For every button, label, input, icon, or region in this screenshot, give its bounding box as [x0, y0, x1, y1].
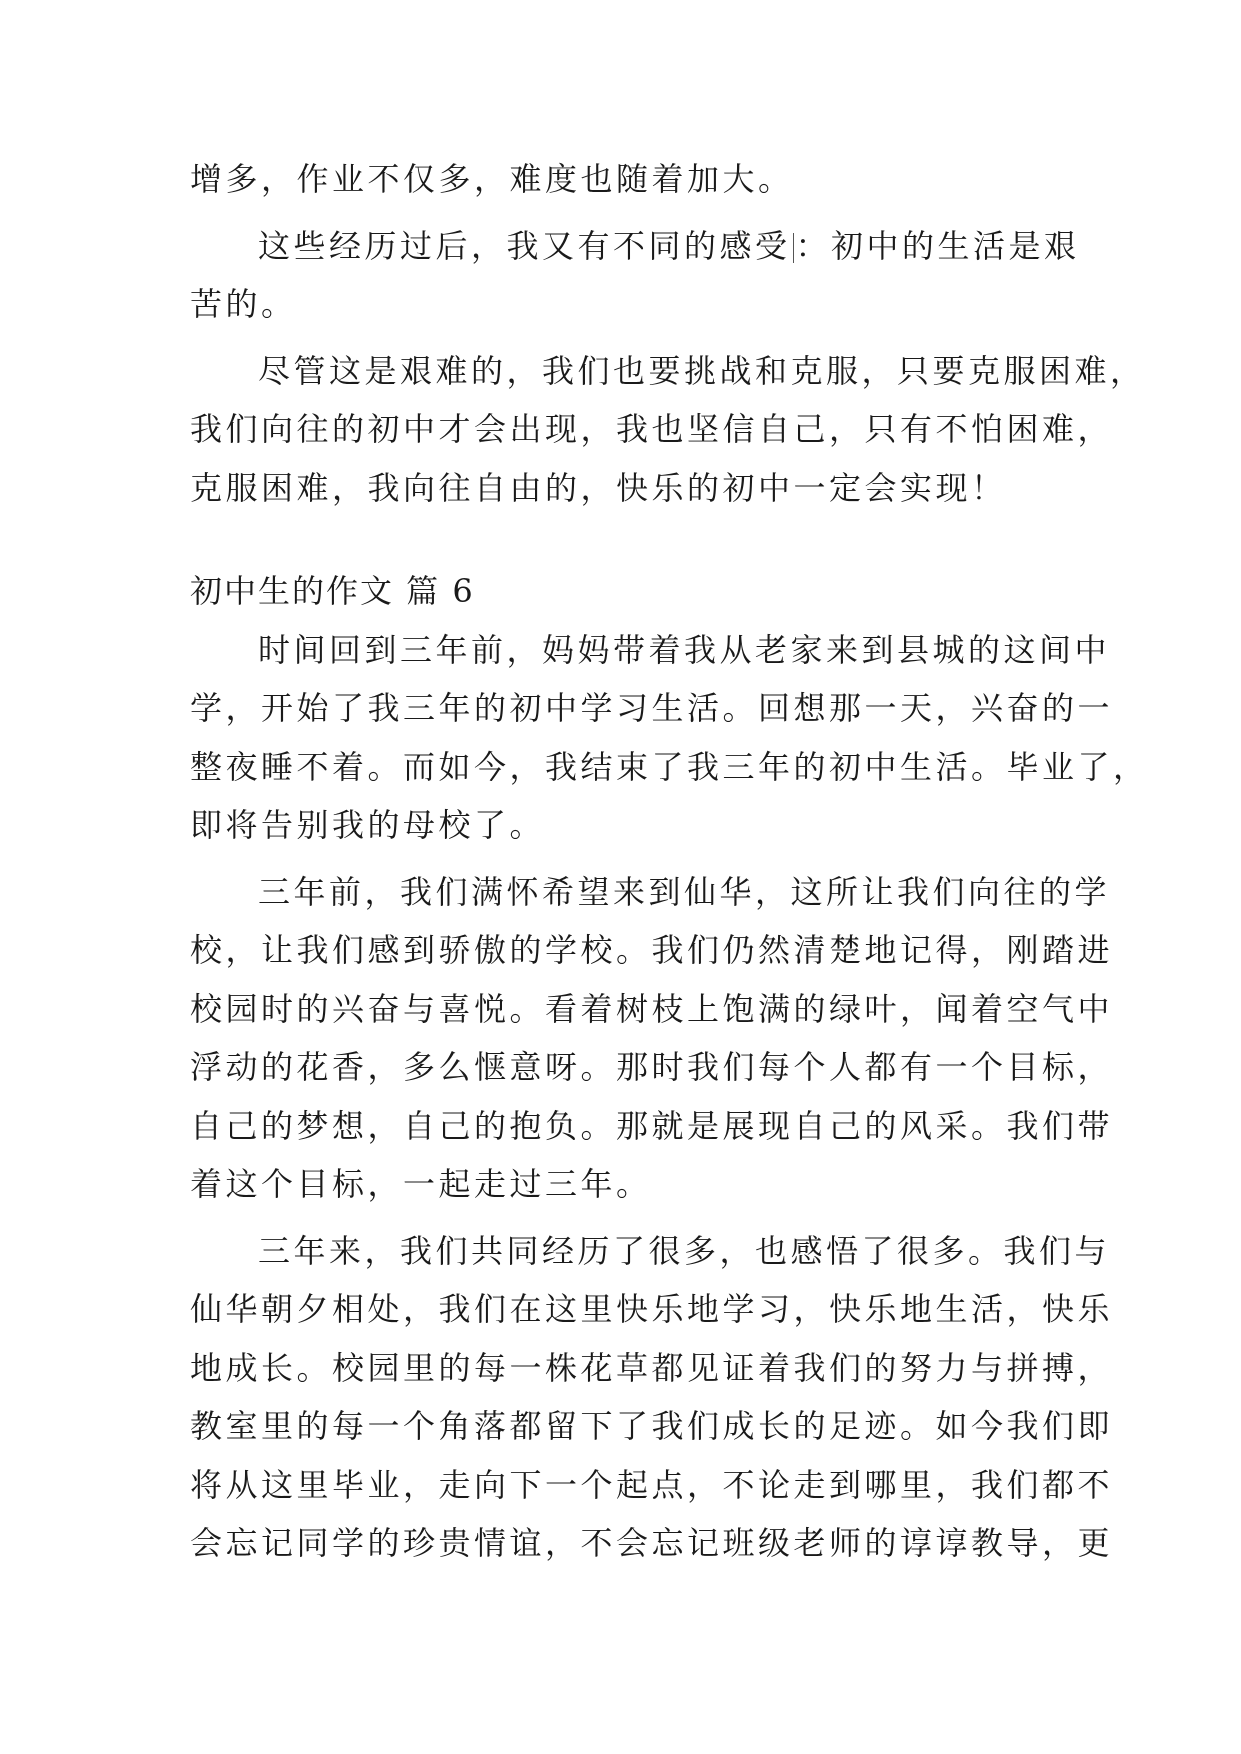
text-line: 尽管这是艰难的，我们也要挑战和克服，只要克服困难， — [258, 351, 1146, 390]
text-line: 浮动的花香，多么惬意呀。那时我们每个人都有一个目标， — [190, 1048, 1114, 1086]
text-line: 学，开始了我三年的初中学习生活。回想那一天，兴奋的一 — [190, 689, 1114, 727]
text-line: 着这个目标，一起走过三年。 — [190, 1165, 652, 1203]
text-line: 时间回到三年前，妈妈带着我从老家来到县城的这间中 — [258, 630, 1111, 669]
paragraph-intro — [190, 621, 1149, 855]
paragraph-challenge — [190, 342, 1146, 518]
paragraph-continuation — [190, 150, 1055, 209]
text-segment: ：初中的生活是艰 — [795, 226, 1080, 265]
text-line: 将从这里毕业，走向下一个起点，不论走到哪里，我们都不 — [190, 1465, 1114, 1504]
text-line: 我们向往的初中才会出现，我也坚信自己，只有不怕困难， — [190, 410, 1114, 448]
text-line: 教室里的每一个角落都留下了我们成长的足迹。如今我们即 — [190, 1407, 1114, 1445]
text-line: 校园时的兴奋与喜悦。看着树枝上饱满的绿叶，闻着空气中 — [190, 989, 1114, 1028]
text-line: 即将告别我的母校了。 — [190, 806, 546, 844]
text-line: 三年来，我们共同经历了很多，也感悟了很多。我们与 — [258, 1231, 1111, 1270]
text-line: 克服困难，我向往自由的，快乐的初中一定会实现！ — [190, 468, 1007, 507]
text-line: 会忘记同学的珍贵情谊，不会忘记班级老师的谆谆教导，更 — [190, 1524, 1114, 1562]
text-line: 三年前，我们满怀希望来到仙华，这所让我们向往的学 — [258, 872, 1111, 911]
text-line: 苦的。 — [190, 285, 297, 323]
text-line: 校，让我们感到骄傲的学校。我们仍然清楚地记得，刚踏进 — [190, 931, 1114, 969]
paragraph-feelings[interactable] — [190, 217, 1080, 334]
text-line: 增多，作业不仅多，难度也随着加大。 — [190, 160, 794, 198]
paragraph-arrival — [190, 863, 1114, 1214]
section-title: 初中生的作文 篇 6 — [190, 572, 475, 610]
text-line: 整夜睡不着。而如今，我结束了我三年的初中生活。毕业了， — [190, 747, 1149, 786]
text-segment: 这些经历过后，我又有不同的感受 — [258, 226, 791, 265]
text-line: 仙华朝夕相处，我们在这里快乐地学习，快乐地生活，快乐 — [190, 1290, 1114, 1328]
text-line — [190, 217, 1080, 276]
text-line: 自己的梦想，自己的抱负。那就是展现自己的风采。我们带 — [190, 1106, 1114, 1145]
paragraph-three-years — [190, 1222, 1114, 1573]
text-line: 地成长。校园里的每一株花草都见证着我们的努力与拼搏， — [190, 1348, 1114, 1387]
text-cursor — [793, 233, 794, 263]
document-body — [190, 150, 1149, 1573]
